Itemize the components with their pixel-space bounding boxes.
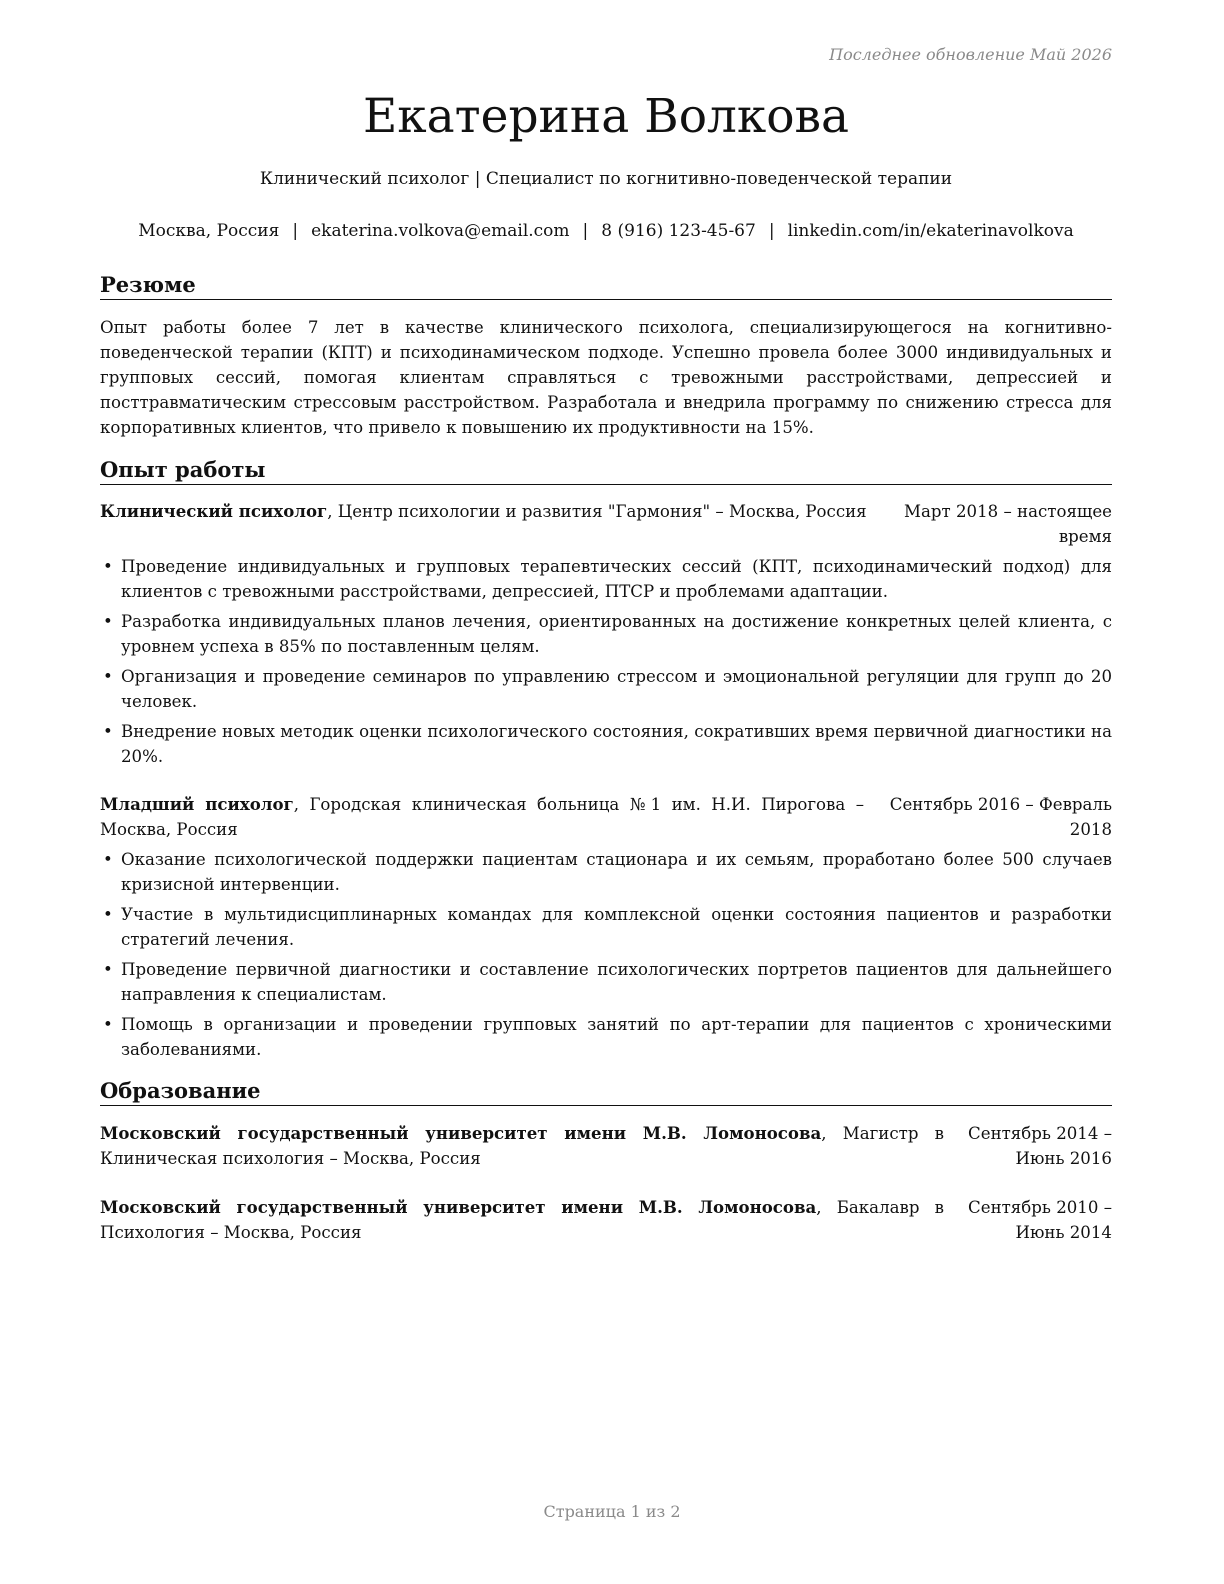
bullet-icon: • [103, 612, 113, 631]
contact-separator: | [768, 221, 775, 241]
bullet-icon: • [103, 960, 113, 979]
job-details: , Центр психологии и развития "Гармония" – Москва, Россия [327, 502, 867, 521]
job-bullet [100, 902, 1112, 952]
summary-text: Опыт работы более 7 лет в качестве клинического психолога, специализирующегося на когнитивно-поведенческой терапии (КПТ) и психодинамическом подходе. Успешно провела более 3000 индивидуальных и групповых сессий, помогая клиентам справляться с тревожными расстройствами, депрессией и посттравматическим стрессовым расстройством. Разработала и внедрила программу по снижению стресса для корпоративных клиентов, что привело к повышению их продуктивности на 15%. [100, 318, 1112, 437]
job-bullet-text: Разработка индивидуальных планов лечения, ориентированных на достижение конкретных целей клиента, с уровнем успеха в 85% по поставленным целям. [121, 612, 1112, 656]
bullet-icon: • [103, 905, 113, 924]
bullet-icon: • [103, 667, 113, 686]
job-bullet-text: Участие в мультидисциплинарных командах для комплексной оценки состояния пациентов и разработки стратегий лечения. [121, 905, 1112, 949]
education-entry [100, 1121, 1112, 1171]
section-title-experience: Опыт работы [100, 456, 1112, 485]
job-role: Младший психолог [100, 794, 294, 814]
job-bullet [100, 609, 1112, 659]
education-dates: Сентябрь 2010 – Июнь 2014 [968, 1198, 1112, 1242]
job-bullets [100, 554, 1112, 769]
section-title-education: Образование [100, 1077, 1112, 1106]
job-bullet-text: Оказание психологической поддержки пациентам стационара и их семьям, проработано более 500 случаев кризисной интервенции. [121, 850, 1112, 894]
candidate-name: Екатерина Волкова [362, 89, 850, 144]
education-details: , Магистр в Клиническая психология – Москва, Россия [100, 1124, 944, 1168]
job-entry [100, 499, 1112, 774]
contact-linkedin[interactable]: linkedin.com/in/ekaterinavolkova [787, 221, 1074, 241]
job-bullet-text: Внедрение новых методик оценки психологического состояния, сокративших время первичной диагностики на 20%. [121, 722, 1112, 766]
education-header [100, 1121, 1112, 1171]
job-dates: Сентябрь 2016 – Февраль 2018 [889, 795, 1112, 839]
job-title-line [100, 792, 872, 842]
bullet-icon: • [103, 850, 113, 869]
job-bullet-text: Проведение первичной диагностики и составление психологических портретов пациентов для дальнейшего направления к специалистам. [121, 960, 1112, 1004]
contact-location: Москва, Россия [138, 221, 280, 241]
job-bullet [100, 719, 1112, 769]
job-bullet-text: Проведение индивидуальных и групповых терапевтических сессий (КПТ, психодинамический подход) для клиентов с тревожными расстройствами, депрессией, ПТСР и проблемами адаптации. [121, 557, 1112, 601]
job-bullet [100, 957, 1112, 1007]
job-details: , Городская клиническая больница №1 им. Н.И. Пирогова – Москва, Россия [100, 795, 865, 839]
job-bullet-text: Помощь в организации и проведении групповых занятий по арт-терапии для пациентов с хроническими заболеваниями. [121, 1015, 1112, 1059]
job-role: Клинический психолог [100, 501, 328, 521]
education-header [100, 1195, 1112, 1245]
job-bullet [100, 664, 1112, 714]
job-dates: Март 2018 – настоящее время [904, 502, 1112, 546]
bullet-icon: • [103, 722, 113, 741]
job-bullet-text: Организация и проведение семинаров по управлению стрессом и эмоциональной регуляции для групп до 20 человек. [121, 667, 1112, 711]
contact-line [100, 219, 1112, 243]
bullet-icon: • [103, 1015, 113, 1034]
education-dates: Сентябрь 2014 – Июнь 2016 [968, 1124, 1112, 1168]
headline: Клинический психолог | Специалист по когнитивно-поведенческой терапии [259, 169, 953, 189]
contact-separator: | [582, 221, 589, 241]
job-header [100, 499, 1112, 549]
contact-separator: | [292, 221, 299, 241]
bullet-icon: • [103, 557, 113, 576]
job-bullets [100, 847, 1112, 1062]
education-school: Московский государственный университет имени М.В. Ломоносова [100, 1197, 817, 1217]
page-number: Страница 1 из 2 [543, 1502, 681, 1521]
education-school: Московский государственный университет имени М.В. Ломоносова [100, 1123, 822, 1143]
job-bullet [100, 847, 1112, 897]
contact-phone[interactable]: 8 (916) 123-45-67 [601, 221, 756, 241]
education-entry [100, 1195, 1112, 1245]
last-updated: Последнее обновление Май 2026 [829, 45, 1112, 64]
job-bullet [100, 554, 1112, 604]
contact-email[interactable]: ekaterina.volkova@email.com [311, 221, 570, 241]
education-line [100, 1121, 952, 1171]
education-line [100, 1195, 952, 1245]
section-title-summary: Резюме [100, 271, 1112, 300]
job-bullet [100, 1012, 1112, 1062]
education-details: , Бакалавр в Психология – Москва, Россия [100, 1198, 944, 1242]
job-title-line [100, 499, 877, 524]
job-entry [100, 792, 1112, 1067]
job-header [100, 792, 1112, 842]
